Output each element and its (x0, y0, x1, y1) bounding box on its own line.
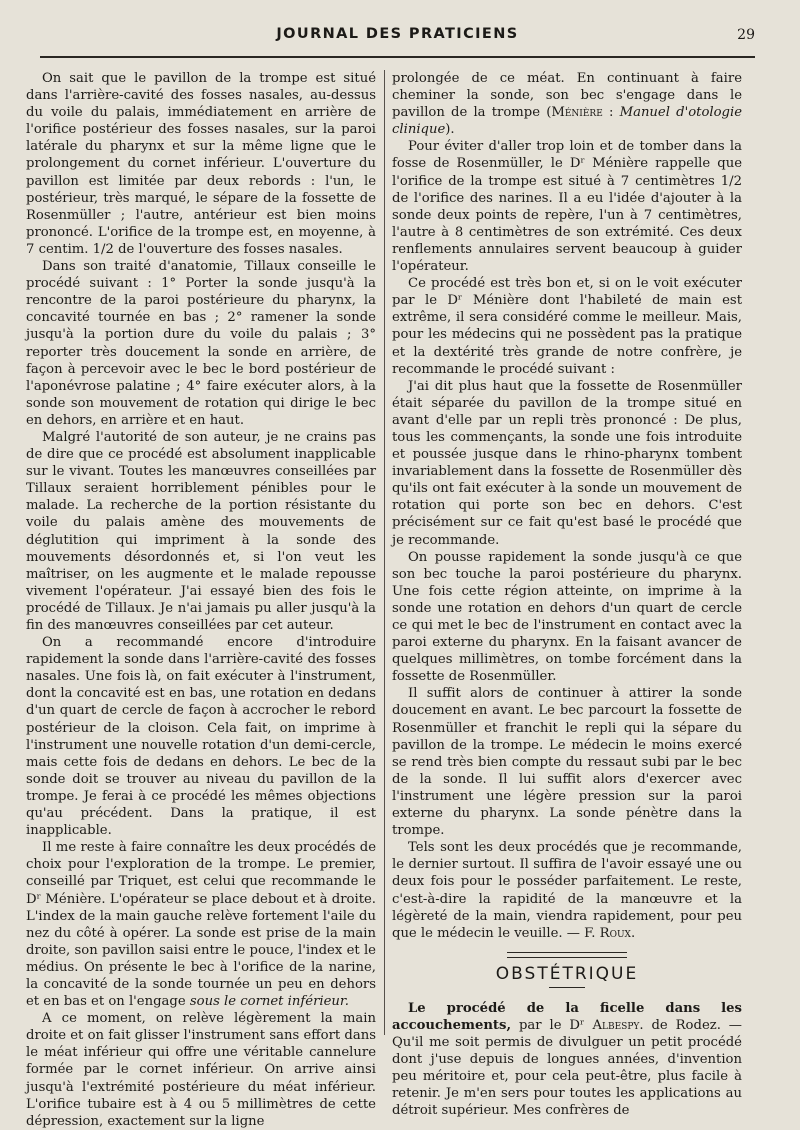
signature: F. Roux. (584, 925, 636, 941)
paragraph (392, 70, 742, 138)
title-underline (549, 987, 585, 988)
paragraph: Pour éviter d'aller trop loin et de tomber dans la fosse de Rosenmüller, le Dʳ Ménière rappelle que l'orifice de la trompe est situé à 7 centimètres 1/2 de l'orifice des narines. Il a eu l'idée d'ajouter à la sonde deux points de repère, l'un à 7 centimètres, l'autre à 8 centimètres de son extrémité. Ces deux renflements annulaires servent beaucoup à guider l'opérateur. (392, 139, 742, 275)
article-by: par le Dʳ (511, 1017, 593, 1033)
citation-separator: : (602, 105, 620, 121)
section-separator (507, 952, 627, 958)
paragraph-text: Il me reste à faire connaître les deux procédés de choix pour l'exploration de la trompe. Le premier, conseillé par Triquet, est celui que recommande le Dʳ Ménière. L'opérateur se place debout et à droite. L'index de la main gauche relève fortement l'aile du nez du côté à opérer. La sonde est prise de la main droite, son pavillon saisi entre le pouce, l'index et le médius. On présente le bec à l'orifice de la narine, la concavité de la sonde tournée un peu en dehors et en bas et on l'engage (26, 840, 376, 1010)
paragraph (392, 839, 742, 942)
paragraph: Dans son traité d'anatomie, Tillaux conseille le procédé suivant : 1° Porter la sonde jusqu'à la rencontre de la paroi postérieure du pharynx, la concavité tournée en bas ; 2° ramener la sonde jusqu'à la portion dure du voile du palais ; 3° reporter très doucement la sonde en arrière, de façon à percevoir avec le bec le bord postérieur de l'aponévrose palatine ; 4° faire exécuter alors, à la sonde son mouvement de rotation qui dirige le bec en dehors, en arrière et en haut. (26, 259, 376, 428)
right-column (392, 70, 742, 1120)
article-author: Albespy (592, 1017, 640, 1033)
paragraph: A ce moment, on relève légèrement la main droite et on fait glisser l'instrument sans effort dans le méat inférieur qui offre une véritable cannelure formée par le cornet inférieur. On arrive ainsi jusqu'à l'extrémité postérieure du méat inférieur. L'orifice tubaire est à 4 ou 5 millimètres de cette dépression, exactement sur la ligne (26, 1011, 376, 1129)
section-title: OBSTÉTRIQUE (495, 963, 639, 984)
cited-book: Manuel d'otologie clinique (392, 105, 743, 138)
paragraph: On pousse rapidement la sonde jusqu'à ce que son bec touche la paroi postérieure du pharynx. Une fois cette région atteinte, on imprime à la sonde une rotation en dehors d'un quart de cercle ce qui met le bec de l'instrument en contact avec la paroi externe du pharynx. En la faisant avancer de quelques millimètres, on tombe forcément dans la fossette de Rosenmüller. (392, 549, 742, 685)
article-text: . de Rodez. — Qu'il me soit permis de divulguer un petit procédé dont j'use depuis de longues années, d'invention peu méritoire et, pour cela peut-être, plus facile à retenir. Je m'en sers pour toutes les applications au détroit supérieur. Mes confrères de (392, 1017, 742, 1119)
paragraph-text: Tels sont les deux procédés que je recommande, le dernier surtout. Il suffira de l'avoir essayé une ou deux fois pour le posséder parfaitement. Le reste, c'est-à-dire la rapidité de la manœuvre et la légèreté de la main, viendra rapidement, pour peu que le médecin le veuille. — (392, 840, 742, 941)
left-column (26, 70, 376, 1130)
running-title: JOURNAL DES PRATICIENS (276, 26, 519, 42)
paragraph-text: prolongée de ce méat. En continuant à faire cheminer la sonde, son bec s'engage dans le pavillon de la trompe ( (392, 71, 742, 121)
page-number: 29 (737, 27, 755, 43)
italic-phrase: sous le cornet inférieur. (189, 994, 349, 1010)
paragraph: Malgré l'autorité de son auteur, je ne crains pas de dire que ce procédé est absolument inapplicable sur le vivant. Toutes les manœuvres conseillées par Tillaux seraient horriblement pénibles pour le malade. La recherche de la portion résistante du voile du palais amène des mouvements de déglutition qui impriment à la sonde des mouvements désordonnés et, si l'on veut les maîtriser, on les augmente et le malade repousse vivement l'opérateur. J'ai essayé bien des fois le procédé de Tillaux. Je n'ai jamais pu aller jusqu'à la fin des manœuvres conseillées par cet auteur. (26, 429, 376, 633)
paragraph: Ce procédé est très bon et, si on le voit exécuter par le Dʳ Ménière dont l'habileté de main est extrême, il sera considéré comme le meilleur. Mais, pour les médecins qui ne possèdent pas la pratique et la dextérité très grande de notre confrère, je recommande le procédé suivant : (392, 276, 742, 377)
page-header (40, 26, 755, 48)
article-heading: Le procédé de la ficelle dans les accouchements, (392, 1000, 742, 1033)
paragraph: On sait que le pavillon de la trompe est situé dans l'arrière-cavité des fosses nasales, au-dessus du voile du palais, immédiatement en arrière de l'orifice postérieur des fosses nasales, sur la paroi latérale du pharynx et sur la même ligne que le prolongement du cornet inférieur. L'ouverture du pavillon est limitée par deux rebords : l'un, le postérieur, très marqué, le sépare de la fossette de Rosenmüller ; l'autre, antérieur est bien moins prononcé. L'orifice de la trompe est, en moyenne, à 7 centim. 1/2 de l'ouverture des fosses nasales. (26, 71, 376, 257)
paragraph: Il suffit alors de continuer à attirer la sonde doucement en avant. Le bec parcourt la fossette de Rosenmüller et franchit le repli qui la sépare du pavillon de la trompe. Le médecin le moins exercé se rend très bien compte du ressaut subi par le bec de la sonde. Il lui suffit alors d'exercer avec l'instrument une légère pression sur la paroi externe du pharynx. La sonde pénètre dans la trompe. (392, 686, 742, 839)
citation-close: ). (445, 122, 455, 138)
paragraph: J'ai dit plus haut que la fossette de Rosenmüller était séparée du pavillon de la trompe situé en avant d'elle par un repli très prononcé : De plus, tous les commençants, la sonde une fois introduite et poussée jusque dans le rhino-pharynx tombent invariablement dans la fossette de Rosenmüller dès qu'ils ont fait exécuter à la sonde un mouvement de rotation qui porte son bec en dehors. C'est précisément sur ce fait qu'est basé le procédé que je recommande. (392, 378, 742, 548)
header-rule (40, 56, 755, 58)
paragraph (392, 1000, 742, 1120)
cited-author: Ménière (551, 105, 603, 121)
column-divider (384, 70, 385, 1035)
paragraph: On a recommandé encore d'introduire rapidement la sonde dans l'arrière-cavité des fosses nasales. Une fois là, on fait exécuter à l'instrument, dont la concavité est en bas, une rotation en dedans d'un quart de cercle de façon à accrocher le rebord postérieur de la cloison. Cela fait, on imprime à l'instrument une nouvelle rotation d'un demi-cercle, mais cette fois de dedans en dehors. Le bec de la sonde doit se trouver au niveau du pavillon de la trompe. Je ferai à ce procédé les mêmes objections qu'au précédent. Dans la pratique, il est inapplicable. (26, 635, 376, 839)
paragraph (26, 839, 376, 1010)
